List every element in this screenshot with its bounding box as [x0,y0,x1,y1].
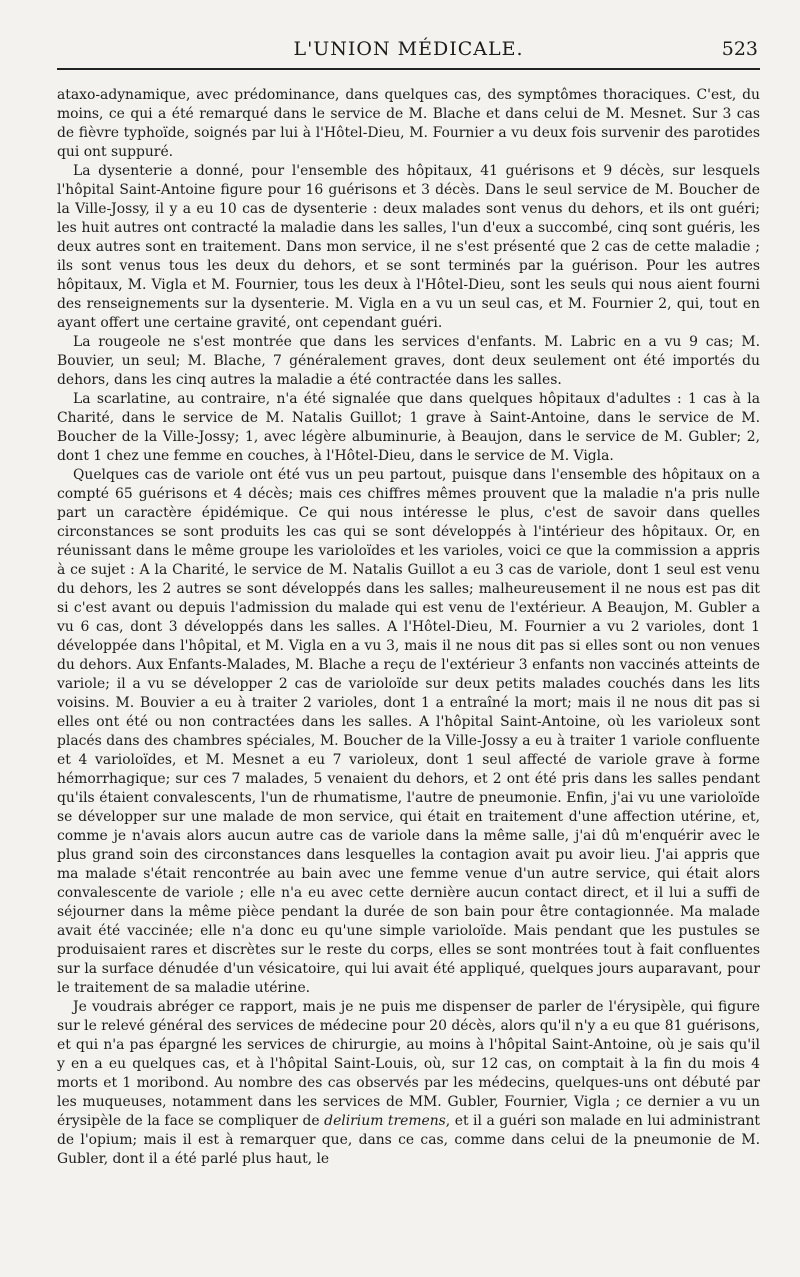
article-body [57,86,760,1169]
italic-term: delirium tremens [324,1113,446,1129]
running-title: L'UNION MÉDICALE. [293,38,524,60]
paragraph-typhoid-continuation: ataxo-adynamique, avec prédominance, dans quelques cas, des symptômes thoraciques. C'est, du moins, ce qui a été remarqué dans le service de M. Blache et dans celui de M. Mesnet. Sur 3 cas de fièvre typhoïde, soignés par lui à l'Hôtel-Dieu, M. Fournier a vu deux fois survenir des parotides qui ont suppuré. [57,87,760,160]
paragraph-measles: La rougeole ne s'est montrée que dans les services d'enfants. M. Labric en a vu 9 cas; M. Bouvier, un seul; M. Blache, 7 généralement graves, dont deux seulement ont été importés du dehors, dans les cinq autres la maladie a été contractée dans les salles. [57,334,760,388]
paragraph-scarlet-fever: La scarlatine, au contraire, n'a été signalée que dans quelques hôpitaux d'adultes : 1 cas à la Charité, dans le service de M. Natalis Guillot; 1 grave à Saint-Antoine, dans le service de M. Boucher de la Ville-Jossy; 1, avec légère albuminurie, à Beaujon, dans le service de M. Gubler; 2, dont 1 chez une femme en couches, à l'Hôtel-Dieu, dans le service de M. Vigla. [57,391,760,464]
page-number: 523 [721,38,758,60]
paragraph-smallpox: Quelques cas de variole ont été vus un peu partout, puisque dans l'ensemble des hôpitaux on a compté 65 guérisons et 4 décès; mais ces chiffres mêmes prouvent que la maladie n'a pris nulle part un caractère épidémique. Ce qui nous intéresse le plus, c'est de savoir dans quelles circonstances se sont produits les cas qui se sont développés à l'intérieur des hôpitaux. Or, en réunissant dans le même groupe les varioloïdes et les varioles, voici ce que la commission a appris à ce sujet : A la Charité, le service de M. Natalis Guillot a eu 3 cas de variole, dont 1 seul est venu du dehors, les 2 autres se sont développés dans les salles; malheureusement il ne nous est pas dit si c'est avant ou depuis l'admission du malade qui est venu de l'extérieur. A Beaujon, M. Gubler a vu 6 cas, dont 3 développés dans les salles. A l'Hôtel-Dieu, M. Fournier a vu 2 varioles, dont 1 développée dans l'hôpital, et M. Vigla en a vu 3, mais il ne nous dit pas si elles sont ou non venues du dehors. Aux Enfants-Malades, M. Blache a reçu de l'extérieur 3 enfants non vaccinés atteints de variole; il a vu se développer 2 cas de varioloïde sur deux petits malades couchés dans les lits voisins. M. Bouvier a eu à traiter 2 varioles, dont 1 a entraîné la mort; mais il ne nous dit pas si elles ont été ou non contractées dans les salles. A l'hôpital Saint-Antoine, où les varioleux sont placés dans des chambres spéciales, M. Boucher de la Ville-Jossy a eu à traiter 1 variole confluente et 4 varioloïdes, et M. Mesnet a eu 7 varioleux, dont 1 seul affecté de variole grave à forme hémorrhagique; sur ces 7 malades, 5 venaient du dehors, et 2 ont été pris dans les salles pendant qu'ils étaient convalescents, l'un de rhumatisme, l'autre de pneumonie. Enfin, j'ai vu une varioloïde se développer sur une malade de mon service, qui était en traitement d'une affection utérine, et, comme je n'avais alors aucun autre cas de variole dans la même salle, j'ai dû m'enquérir avec le plus grand soin des circonstances dans lesquelles la contagion avait pu avoir lieu. J'ai appris que ma malade s'était rencontrée au bain avec une femme venue d'un autre service, qui était alors convalescente de variole ; elle n'a eu avec cette dernière aucun contact direct, et il lui a suffi de séjourner dans la même pièce pendant la durée de son bain pour être contagionnée. Ma malade avait été vaccinée; elle n'a donc eu qu'une simple varioloïde. Mais pendant que les pustules se produisaient rares et discrètes sur le reste du corps, elles se sont montrées tout à fait confluentes sur la surface dénudée d'un vésicatoire, qui lui avait été appliqué, quelques jours auparavant, pour le traitement de sa maladie utérine. [57,467,760,996]
paragraph-erysipelas-tail: , et il a guéri son malade en lui administrant de l'opium; mais il est à remarquer que, dans ce cas, comme dans celui de la pneumonie de M. Gubler, dont il a été parlé plus haut, le [57,1113,760,1167]
page-header [57,34,760,70]
paragraph-dysentery: La dysenterie a donné, pour l'ensemble des hôpitaux, 41 guérisons et 9 décès, sur lesquels l'hôpital Saint-Antoine figure pour 16 guérisons et 3 décès. Dans le seul service de M. Boucher de la Ville-Jossy, il y a eu 10 cas de dysenterie : deux malades sont venus du dehors, et ils ont guéri; les huit autres ont contracté la maladie dans les salles, l'un d'eux a succombé, cinq sont guéris, les deux autres sont en traitement. Dans mon service, il ne s'est présenté que 2 cas de cette maladie ; ils sont venus tous les deux du dehors, et se sont terminés par la guérison. Pour les autres hôpitaux, M. Vigla et M. Fournier, tous les deux à l'Hôtel-Dieu, sont les seuls qui nous aient fourni des renseignements sur la dysenterie. M. Vigla en a vu un seul cas, et M. Fournier 2, qui, tout en ayant offert une certaine gravité, ont cependant guéri. [57,163,760,331]
paragraph-erysipelas [57,998,760,1169]
paragraph-erysipelas-text: Je voudrais abréger ce rapport, mais je ne puis me dispenser de parler de l'érysipèle, qui figure sur le relevé général des services de médecine pour 20 décès, alors qu'il n'y a eu que 81 guérisons, et qui n'a pas épargné les services de chirurgie, au moins à l'hôpital Saint-Antoine, où je sais qu'il y en a eu quelques cas, et à l'hôpital Saint-Louis, où, sur 12 cas, on comptait à la fin du mois 4 morts et 1 moribond. Au nombre des cas observés par les médecins, quelques-uns ont débuté par les muqueuses, notamment dans les services de MM. Gubler, Fournier, Vigla ; ce dernier a vu un érysipèle de la face se compliquer de [57,999,760,1129]
